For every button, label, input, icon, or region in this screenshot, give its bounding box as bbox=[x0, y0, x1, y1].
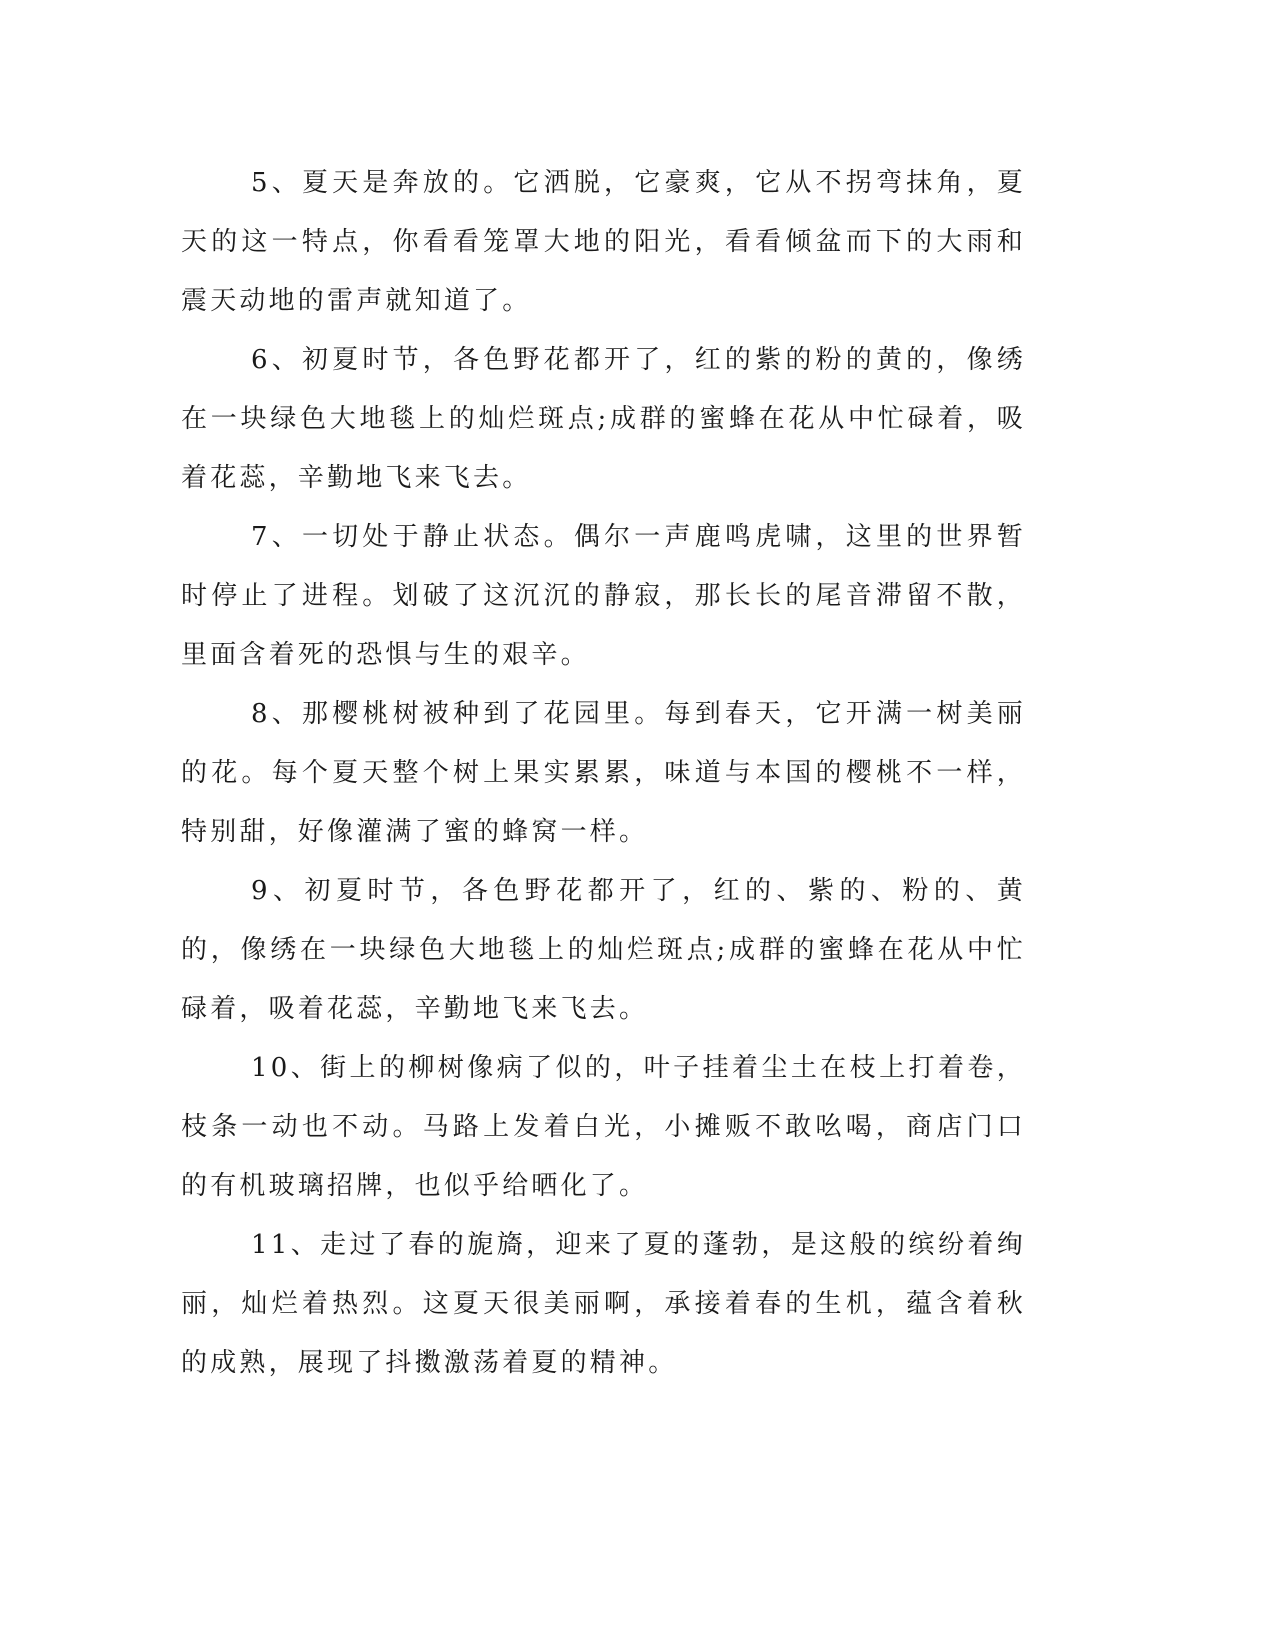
paragraph-11: 11、走过了春的旎旖，迎来了夏的蓬勃，是这般的缤纷着绚丽，灿烂着热烈。这夏天很美丽啊，承接着春的生机，蕴含着秋的成熟，展现了抖擞激荡着夏的精神。 bbox=[181, 1230, 1026, 1378]
paragraph-5: 5、夏天是奔放的。它洒脱，它豪爽，它从不拐弯抹角，夏天的这一特点，你看看笼罩大地的阳光，看看倾盆而下的大雨和震天动地的雷声就知道了。 bbox=[181, 168, 1026, 316]
paragraph-6: 6、初夏时节，各色野花都开了，红的紫的粉的黄的，像绣在一块绿色大地毯上的灿烂斑点;成群的蜜蜂在花从中忙碌着，吸着花蕊，辛勤地飞来飞去。 bbox=[181, 345, 1026, 493]
paragraph-9: 9、初夏时节，各色野花都开了，红的、紫的、粉的、黄的，像绣在一块绿色大地毯上的灿烂斑点;成群的蜜蜂在花从中忙碌着，吸着花蕊，辛勤地飞来飞去。 bbox=[181, 876, 1026, 1024]
paragraph-8: 8、那樱桃树被种到了花园里。每到春天，它开满一树美丽的花。每个夏天整个树上果实累累，味道与本国的樱桃不一样，特别甜，好像灌满了蜜的蜂窝一样。 bbox=[181, 699, 1026, 847]
paragraph-7: 7、一切处于静止状态。偶尔一声鹿鸣虎啸，这里的世界暂时停止了进程。划破了这沉沉的静寂，那长长的尾音滞留不散，里面含着死的恐惧与生的艰辛。 bbox=[181, 522, 1026, 670]
document-body bbox=[181, 154, 1026, 1393]
paragraph-10: 10、街上的柳树像病了似的，叶子挂着尘土在枝上打着卷，枝条一动也不动。马路上发着白光，小摊贩不敢吆喝，商店门口的有机玻璃招牌，也似乎给晒化了。 bbox=[181, 1053, 1026, 1201]
